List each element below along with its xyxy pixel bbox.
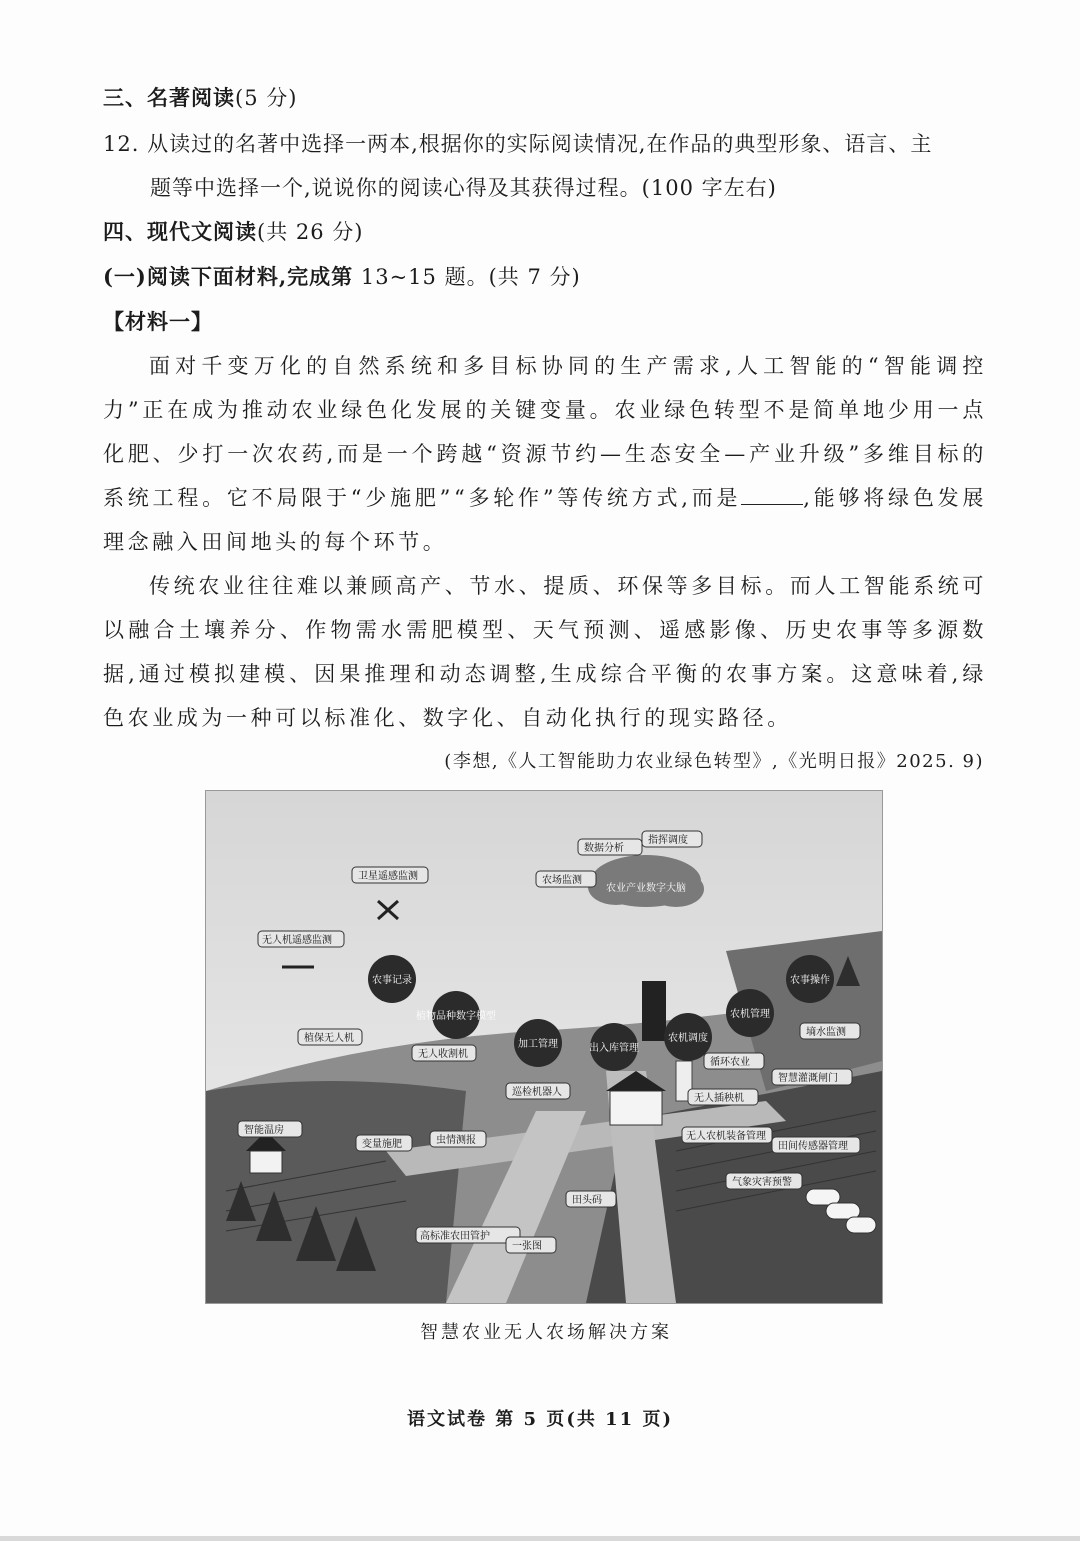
material1-label: 【材料一】	[103, 309, 213, 334]
smart-farm-figure	[205, 790, 883, 1304]
part1-title: (一)阅读下面材料,完成第	[103, 264, 354, 289]
section4-score: (共 26 分)	[257, 220, 364, 244]
tag-pest: 虫情测报	[436, 1135, 476, 1146]
badge-warehouse: 出入库管理	[589, 1043, 639, 1054]
tag-drone-monitor: 无人机遥感监测	[262, 935, 332, 946]
tag-dispatch: 指挥调度	[648, 835, 688, 846]
badge-machine-dispatch: 农机调度	[668, 1033, 708, 1044]
part1-heading	[103, 262, 993, 292]
tag-planter: 无人插秧机	[694, 1093, 744, 1104]
tag-data-analysis: 数据分析	[584, 843, 624, 854]
bottom-rule	[0, 1536, 1080, 1541]
tag-smart-gate: 智慧灌溉闸门	[778, 1073, 838, 1084]
badge-farm-op: 农事操作	[790, 975, 830, 986]
tag-smart-house: 智能温房	[244, 1125, 284, 1136]
part1-range: 13~15 题。(共 7 分)	[353, 265, 581, 289]
figure-caption: 智慧农业无人农场解决方案	[420, 1322, 672, 1343]
smart-farm-illustration	[206, 791, 882, 1303]
material1-paragraph2: 传统农业往往难以兼顾高产、节水、提质、环保等多目标。而人工智能系统可以融合土壤养分、作物需水需肥模型、天气预测、遥感影像、历史农事等多源数据,通过模拟建模、因果推理和动态调整,生成综合平衡的农事方案。这意味着,绿色农业成为一种可以标准化、数字化、自动化执行的现实路径。	[103, 574, 987, 730]
paragraph1-text-a: 面对千变万化的自然系统和多目标协同的生产需求,人工智能的“智能调控力”正在成为推动农业绿色化发展的关键变量。农业绿色转型不是简单地少用一点化肥、少打一次农药,而是一个跨越“资源节约—生态安全—产业升级”多维目标的系统工程。它不局限于“少施肥”“多轮作”等传统方式,而是	[103, 354, 987, 510]
material1-paragraph1	[103, 344, 987, 564]
tag-high-std: 高标准农田管护	[420, 1231, 490, 1242]
question-12-line1: 12. 从读过的名著中选择一两本,根据你的实际阅读情况,在作品的典型形象、语言、主	[103, 132, 933, 156]
tag-harvester: 无人收割机	[418, 1049, 468, 1060]
tag-machine-sensor: 无人农机装备管理	[686, 1131, 766, 1142]
material1-source: (李想,《人工智能助力农业绿色转型》,《光明日报》2025. 9)	[444, 751, 984, 772]
section4-title: 四、现代文阅读	[103, 219, 257, 244]
badge-farm-record: 农事记录	[372, 975, 412, 986]
page-footer: 语文试卷 第 5 页(共 11 页)	[407, 1409, 673, 1430]
tag-field-monitor: 农场监测	[542, 875, 582, 886]
answer-blank	[741, 484, 803, 505]
badge-crop-model: 植物品种数字模型	[416, 1011, 496, 1022]
tag-fertilize: 变量施肥	[362, 1139, 402, 1150]
tag-one-map: 一张图	[512, 1241, 542, 1252]
tag-robot: 巡检机器人	[512, 1087, 562, 1098]
tag-field-code: 田头码	[572, 1195, 602, 1206]
cloud-label: 农业产业数字大脑	[606, 883, 686, 894]
section3-score: (5 分)	[235, 86, 298, 110]
badge-machine-mgmt: 农机管理	[730, 1009, 770, 1020]
tag-weather: 气象灾害预警	[732, 1177, 792, 1188]
section3-title: 三、名著阅读	[103, 85, 235, 110]
badge-processing: 加工管理	[518, 1039, 558, 1050]
tag-water-monitor: 墒水监测	[806, 1027, 846, 1038]
tag-cycle-farm: 循环农业	[710, 1057, 750, 1068]
section4-heading	[103, 217, 993, 247]
tag-satellite: 卫星遥感监测	[358, 871, 418, 882]
paragraph1-text-b: ,能够将绿色发展理念融入田间地头的每个环节。	[103, 486, 987, 554]
question-12-line2: 题等中选择一个,说说你的阅读心得及其获得过程。(100 字左右)	[150, 176, 777, 200]
section3-heading	[103, 83, 993, 113]
tag-sensor: 田间传感器管理	[778, 1141, 848, 1152]
tag-spray-drone: 植保无人机	[304, 1033, 354, 1044]
